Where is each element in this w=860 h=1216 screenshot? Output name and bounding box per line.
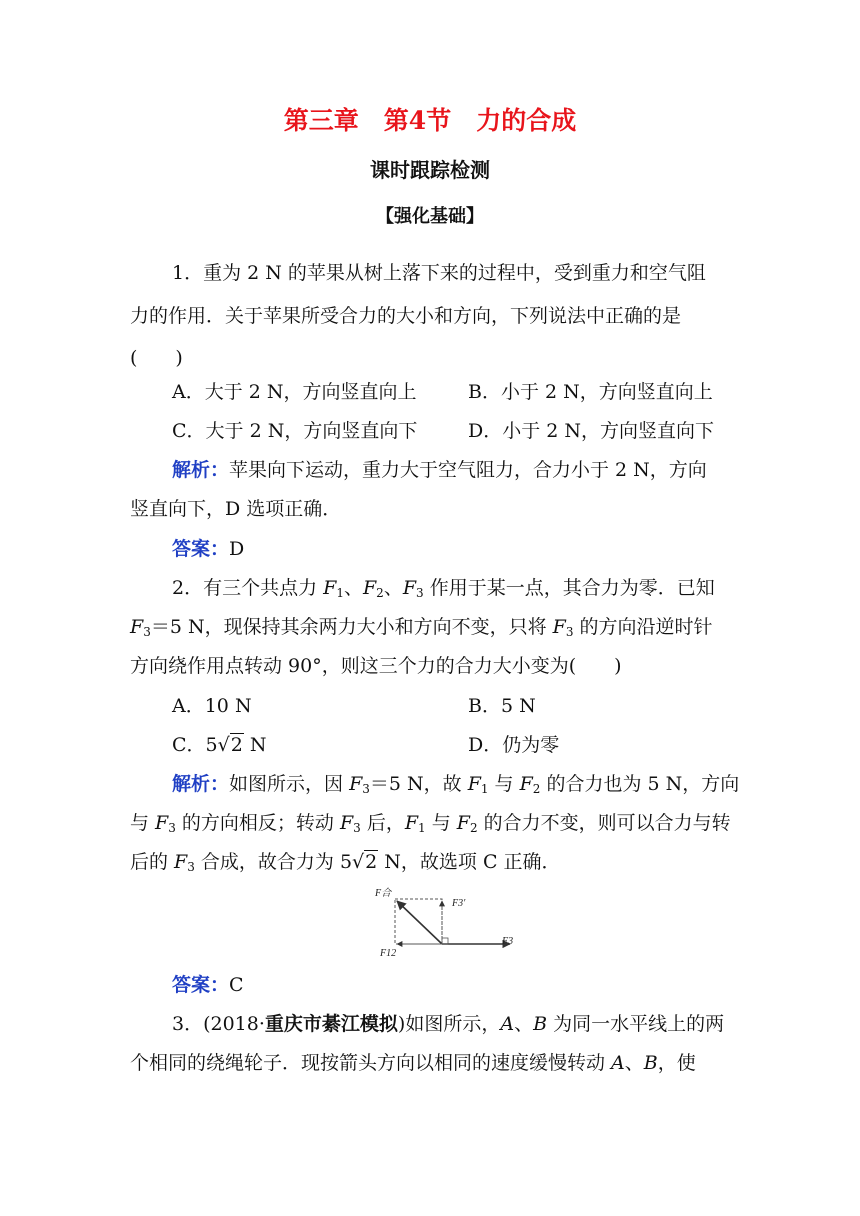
q2-answer: 答案：C xyxy=(172,974,244,996)
q1-analysis-line-2: 竖直向下，D 选项正确． xyxy=(130,498,342,520)
page-subtitle: 课时跟踪检测 xyxy=(370,158,490,182)
q2-option-a: A．10 N xyxy=(172,695,252,717)
q2-line-1: 2．有三个共点力 $F_1$、$F_2$、$F_3$ 作用于某一点，其合力为零．已知 xyxy=(172,577,715,600)
label-f12: F12 xyxy=(380,948,397,959)
q1-answer: 答案：D xyxy=(172,538,245,560)
resultant-arrow xyxy=(397,901,442,944)
q2-analysis-line-1: 解析：如图所示，因 $F_3=5$ N，故 $F_1$ 与 $F_2$ 的合力也为 5 N，方向 xyxy=(172,773,740,796)
q1-option-b: B．小于 2 N，方向竖直向上 xyxy=(468,381,713,403)
q1-line-2: 力的作用．关于苹果所受合力的大小和方向，下列说法中正确的是 xyxy=(130,305,682,327)
right-angle-mark xyxy=(442,938,448,944)
q1-line-3: ( ) xyxy=(130,347,183,369)
q1-line-1: 1．重为 2 N 的苹果从树上落下来的过程中，受到重力和空气阻 xyxy=(172,262,706,284)
q1-option-a: A．大于 2 N，方向竖直向上 xyxy=(172,381,417,403)
chapter-title: 第三章 第4节 力的合成 xyxy=(283,106,577,135)
q2-option-b: B．5 N xyxy=(468,695,536,717)
q2-analysis-line-2: 与 $F_3$ 的方向相反；转动 $F_3$ 后，$F_1$ 与 $F_2$ 的合力不变，则可以合力与转 xyxy=(130,812,731,835)
q2-line-3: 方向绕作用点转动 90°，则这三个力的合力大小变为( ) xyxy=(130,655,622,677)
force-diagram xyxy=(370,882,520,960)
q2-option-c: C．5√2 N xyxy=(172,734,267,756)
label-f-he: F合 xyxy=(375,888,392,899)
q3-line-1: 3．(2018·重庆市綦江模拟)如图所示，A、B 为同一水平线上的两 xyxy=(172,1013,725,1035)
label-f3: F3 xyxy=(502,936,514,947)
q2-line-2: $F_3=5$ N，现保持其余两力大小和方向不变，只将 $F_3$ 的方向沿逆时针 xyxy=(130,616,713,639)
q1-option-d: D．小于 2 N，方向竖直向下 xyxy=(468,420,715,442)
label-f3-prime: F3′ xyxy=(452,898,466,909)
section-heading: 【强化基础】 xyxy=(376,206,484,227)
q2-option-d: D．仍为零 xyxy=(468,734,560,756)
q3-line-2: 个相同的绕绳轮子．现按箭头方向以相同的速度缓慢转动 A、B，使 xyxy=(130,1052,696,1074)
q1-analysis-line-1: 解析：苹果向下运动，重力大于空气阻力，合力小于 2 N，方向 xyxy=(172,459,707,481)
q2-analysis-line-3: 后的 $F_3$ 合成，故合力为 5√2 N，故选项 C 正确． xyxy=(130,851,561,874)
q1-option-c: C．大于 2 N，方向竖直向下 xyxy=(172,420,418,442)
